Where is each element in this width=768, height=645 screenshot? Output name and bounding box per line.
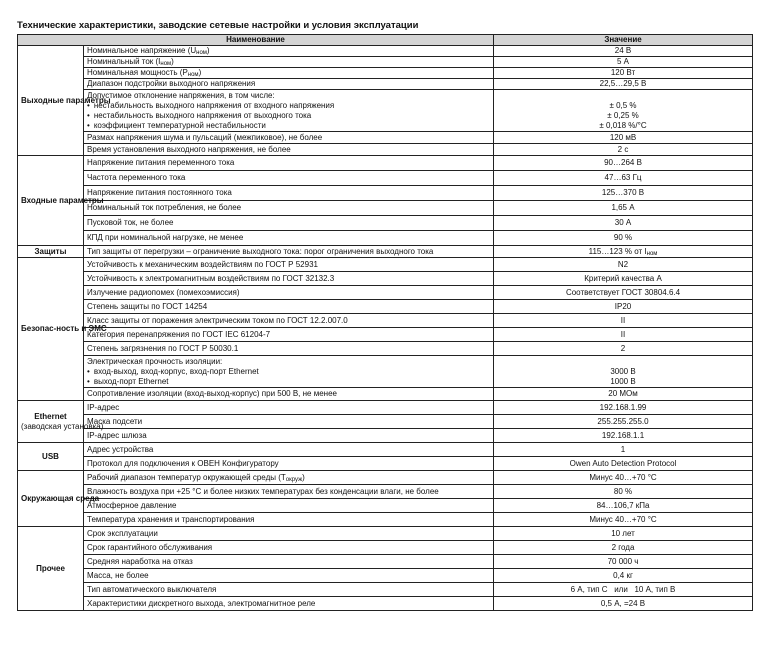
table-row <box>18 132 753 144</box>
spec-table <box>17 34 753 611</box>
row-name: Время установления выходного напряжения, не более <box>84 144 494 156</box>
row-name: Характеристики дискретного выхода, электромагнитное реле <box>84 597 494 611</box>
table-row <box>18 231 753 246</box>
group-input: Входные параметры <box>18 156 84 246</box>
row-name: Напряжение питания переменного тока <box>84 156 494 171</box>
row-name: Номинальный ток $(I_{ном})$ <box>84 57 494 68</box>
table-row <box>18 597 753 611</box>
table-row <box>18 471 753 485</box>
table-row <box>18 300 753 314</box>
table-row <box>18 328 753 342</box>
row-name: Рабочий диапазон температур окружающей среды $(T_{окруж})$ <box>84 471 494 485</box>
row-name: Степень загрязнения по ГОСТ Р 50030.1 <box>84 342 494 356</box>
table-row <box>18 429 753 443</box>
page-title: Технические характеристики, заводские сетевые настройки и условия эксплуатации <box>17 20 419 31</box>
row-value: 30 А <box>494 216 753 231</box>
row-name: Протокол для подключения к ОВЕН Конфигуратору <box>84 457 494 471</box>
row-value: 1,65 А <box>494 201 753 216</box>
row-name: Срок эксплуатации <box>84 527 494 541</box>
table-row <box>18 186 753 201</box>
row-name: Номинальное напряжение $(U_{ном})$ <box>84 46 494 57</box>
row-value: 115…123 % от $I_{ном}$ <box>494 246 753 258</box>
row-name: Адрес устройства <box>84 443 494 457</box>
row-name: Атмосферное давление <box>84 499 494 513</box>
header-name: Наименование <box>18 35 494 46</box>
table-row <box>18 144 753 156</box>
row-name: Излучение радиопомех (помехоэмиссия) <box>84 286 494 300</box>
row-value: ± 0,5 % ± 0,25 % ± 0,018 %/°C <box>494 90 753 132</box>
row-name: IP-адрес шлюза <box>84 429 494 443</box>
row-value: 125…370 В <box>494 186 753 201</box>
row-value: 2 с <box>494 144 753 156</box>
header-value: Значение <box>494 35 753 46</box>
row-value: 2 <box>494 342 753 356</box>
row-name: Диапазон подстройки выходного напряжения <box>84 79 494 90</box>
row-name: Тип защиты от перегрузки – ограничение выходного тока: порог ограничения выходного тока <box>84 246 494 258</box>
table-row <box>18 79 753 90</box>
row-name: Категория перенапряжения по ГОСТ IEC 61204-7 <box>84 328 494 342</box>
row-name: Напряжение питания постоянного тока <box>84 186 494 201</box>
table-row <box>18 485 753 499</box>
row-name: Средняя наработка на отказ <box>84 555 494 569</box>
table-row <box>18 388 753 401</box>
row-value: Минус 40…+70 °C <box>494 513 753 527</box>
row-name: Размах напряжения шума и пульсаций (межпиковое), не более <box>84 132 494 144</box>
row-value: 6 А, тип С или 10 А, тип В <box>494 583 753 597</box>
row-name: Номинальный ток потребления, не более <box>84 201 494 216</box>
row-value: Критерий качества А <box>494 272 753 286</box>
row-value: 90…264 В <box>494 156 753 171</box>
row-value: II <box>494 314 753 328</box>
table-row <box>18 401 753 415</box>
row-value: 20 МОм <box>494 388 753 401</box>
row-value: 120 Вт <box>494 68 753 79</box>
row-value: Соответствует ГОСТ 30804.6.4 <box>494 286 753 300</box>
row-name: Допустимое отклонение напряжения, в том числе: • нестабильность выходного напряжения от входного напряжения • нестабильность выходного напряжения от выходного тока • коэффициент температурной нестабильности <box>84 90 494 132</box>
row-name: Влажность воздуха при +25 °C и более низких температурах без конденсации влаги, не более <box>84 485 494 499</box>
row-name: IP-адрес <box>84 401 494 415</box>
table-row <box>18 513 753 527</box>
group-other: Прочее <box>18 527 84 611</box>
table-row <box>18 246 753 258</box>
group-usb: USB <box>18 443 84 471</box>
row-value: 90 % <box>494 231 753 246</box>
row-name: Маска подсети <box>84 415 494 429</box>
row-value: 2 года <box>494 541 753 555</box>
table-row <box>18 68 753 79</box>
table-row <box>18 527 753 541</box>
row-value: Минус 40…+70 °C <box>494 471 753 485</box>
row-name: Температура хранения и транспортирования <box>84 513 494 527</box>
table-row <box>18 342 753 356</box>
table-row <box>18 555 753 569</box>
row-value: 120 мВ <box>494 132 753 144</box>
row-name: Устойчивость к механическим воздействиям по ГОСТ Р 52931 <box>84 258 494 272</box>
row-value: 5 А <box>494 57 753 68</box>
row-value: 0,4 кг <box>494 569 753 583</box>
row-value: 24 В <box>494 46 753 57</box>
table-row <box>18 57 753 68</box>
table-row <box>18 499 753 513</box>
table-row <box>18 314 753 328</box>
row-value: 47…63 Гц <box>494 171 753 186</box>
row-name: Класс защиты от поражения электрическим током по ГОСТ 12.2.007.0 <box>84 314 494 328</box>
row-value: 1 <box>494 443 753 457</box>
table-row <box>18 156 753 171</box>
row-name: КПД при номинальной нагрузке, не менее <box>84 231 494 246</box>
row-value: 84…106,7 кПа <box>494 499 753 513</box>
row-value: 22,5…29,5 В <box>494 79 753 90</box>
row-value: Owen Auto Detection Protocol <box>494 457 753 471</box>
group-ethernet: Ethernet (заводская установка) <box>18 401 84 443</box>
group-safety: Безопас-ность и ЭМС <box>18 258 84 401</box>
row-name: Сопротивление изоляции (вход-выход-корпус) при 500 В, не менее <box>84 388 494 401</box>
table-row <box>18 90 753 132</box>
table-row <box>18 541 753 555</box>
table-row <box>18 286 753 300</box>
table-row <box>18 258 753 272</box>
row-name: Частота переменного тока <box>84 171 494 186</box>
row-name: Номинальная мощность $(P_{ном})$ <box>84 68 494 79</box>
row-value: 255.255.255.0 <box>494 415 753 429</box>
row-value: 0,5 А, =24 В <box>494 597 753 611</box>
row-value: II <box>494 328 753 342</box>
group-protection: Защиты <box>18 246 84 258</box>
table-row <box>18 583 753 597</box>
row-name: Электрическая прочность изоляции: • вход-выход, вход-корпус, вход-порт Ethernet • выход-порт Ethernet <box>84 356 494 388</box>
table-row <box>18 457 753 471</box>
table-row <box>18 272 753 286</box>
row-value: N2 <box>494 258 753 272</box>
row-name: Пусковой ток, не более <box>84 216 494 231</box>
row-value: 192.168.1.99 <box>494 401 753 415</box>
table-row <box>18 216 753 231</box>
row-name: Масса, не более <box>84 569 494 583</box>
table-row <box>18 443 753 457</box>
table-row <box>18 46 753 57</box>
group-environment: Окружающая среда <box>18 471 84 527</box>
row-name: Степень защиты по ГОСТ 14254 <box>84 300 494 314</box>
row-name: Тип автоматического выключателя <box>84 583 494 597</box>
row-name: Срок гарантийного обслуживания <box>84 541 494 555</box>
table-row <box>18 415 753 429</box>
table-row <box>18 201 753 216</box>
table-header <box>18 35 753 46</box>
row-value: IP20 <box>494 300 753 314</box>
row-value: 70 000 ч <box>494 555 753 569</box>
table-row <box>18 171 753 186</box>
row-name: Устойчивость к электромагнитным воздействиям по ГОСТ 32132.3 <box>84 272 494 286</box>
row-value: 10 лет <box>494 527 753 541</box>
table-row <box>18 356 753 388</box>
group-output: Выходные параметры <box>18 46 84 156</box>
table-row <box>18 569 753 583</box>
row-value: 80 % <box>494 485 753 499</box>
row-value: 192.168.1.1 <box>494 429 753 443</box>
row-value: 3000 В 1000 В <box>494 356 753 388</box>
